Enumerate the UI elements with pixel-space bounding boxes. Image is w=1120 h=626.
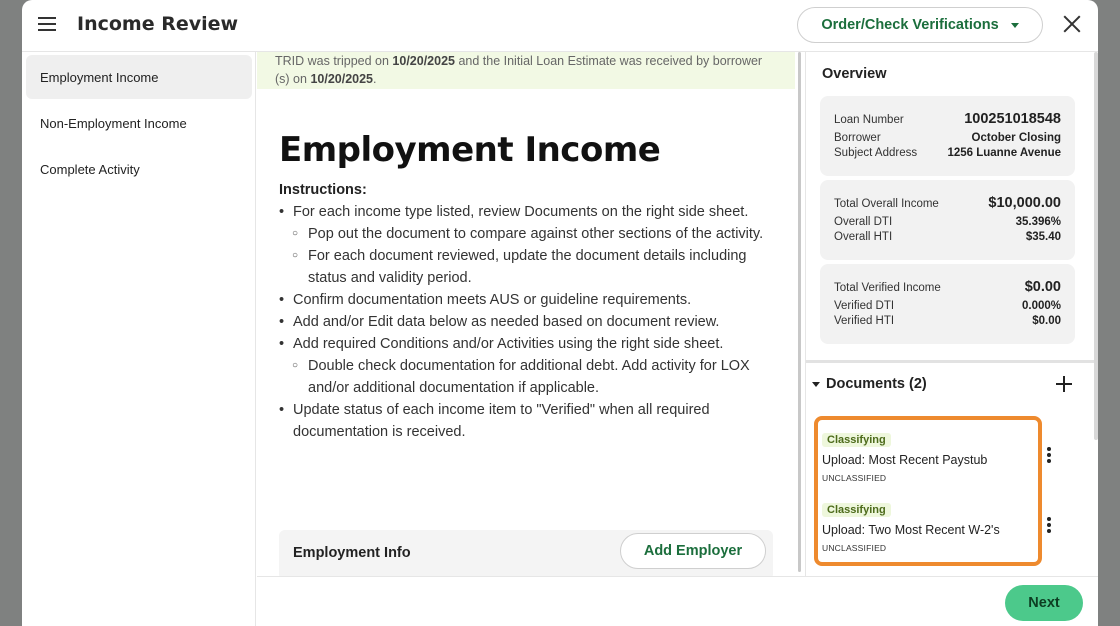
verified-hti-label: Verified HTI	[834, 315, 895, 327]
total-overall-income: $10,000.00	[988, 195, 1061, 211]
overall-dti-label: Overall DTI	[834, 216, 893, 228]
document-type: UNCLASSIFIED	[822, 473, 887, 483]
nav-item-complete-activity[interactable]: Complete Activity	[40, 161, 140, 177]
documents-toggle[interactable]	[812, 376, 927, 392]
nav-item-non-employment-income[interactable]: Non-Employment Income	[40, 115, 187, 131]
banner-text-3: .	[373, 72, 377, 86]
order-button-label: Order/Check Verifications	[821, 17, 999, 33]
instruction-item: • Confirm documentation meets AUS or guideline requirements.	[293, 289, 769, 311]
income-review-modal	[22, 0, 1098, 626]
total-verified-income: $0.00	[1024, 279, 1061, 295]
trid-banner	[257, 52, 795, 89]
banner-text-2: and the Initial Loan Estimate was received by borrower (s) on	[275, 54, 763, 86]
instruction-subitem: ○ For each document reviewed, update the document details including status and validity period.	[308, 245, 769, 289]
employment-info-label: Employment Info	[293, 545, 411, 561]
chevron-down-icon	[812, 382, 820, 387]
instruction-item: • For each income type listed, review Documents on the right side sheet. ○ Pop out the document to compare against other sections of the activity. ○ For each document reviewed, update the document details including status and validity period.	[293, 201, 769, 289]
banner-date-2: 10/20/2025	[310, 72, 373, 86]
order-check-verifications-button[interactable]	[797, 7, 1043, 43]
overall-income-card	[820, 180, 1075, 260]
left-nav	[22, 52, 256, 626]
overall-hti: $35.40	[1025, 231, 1061, 243]
instructions-header: Instructions:	[279, 182, 367, 198]
verified-dti: 0.000%	[1021, 300, 1061, 312]
document-name: Upload: Two Most Recent W-2's	[822, 523, 1000, 537]
section-title: Employment Income	[279, 130, 661, 170]
modal-footer	[257, 576, 1098, 626]
document-item[interactable]	[822, 430, 987, 483]
status-badge: Classifying	[822, 433, 891, 447]
overall-hti-label: Overall HTI	[834, 231, 893, 243]
verified-hti: $0.00	[1032, 315, 1061, 327]
main-scrollbar[interactable]	[798, 52, 801, 572]
document-item[interactable]	[822, 500, 1000, 553]
instruction-item: • Add and/or Edit data below as needed based on document review.	[293, 311, 769, 333]
total-overall-income-label: Total Overall Income	[834, 198, 939, 210]
modal-header	[22, 0, 1098, 52]
page-title: Income Review	[77, 13, 239, 35]
main-content	[257, 52, 797, 576]
instruction-subitem: ○ Pop out the document to compare against other sections of the activity.	[308, 223, 769, 245]
kebab-menu-icon[interactable]	[1047, 517, 1051, 533]
close-icon[interactable]	[1062, 14, 1082, 34]
banner-text: TRID was tripped on	[275, 54, 393, 68]
borrower-value: October Closing	[971, 132, 1061, 144]
right-side-sheet	[805, 52, 1098, 576]
add-employer-button[interactable]: Add Employer	[620, 533, 766, 569]
subject-address-label: Subject Address	[834, 147, 918, 159]
banner-date-1: 10/20/2025	[392, 54, 455, 68]
document-name: Upload: Most Recent Paystub	[822, 453, 988, 467]
documents-header: Documents (2)	[826, 376, 927, 392]
kebab-menu-icon[interactable]	[1047, 447, 1051, 463]
status-badge: Classifying	[822, 503, 891, 517]
total-verified-income-label: Total Verified Income	[834, 282, 941, 294]
right-scrollbar[interactable]	[1094, 52, 1098, 440]
section-divider	[806, 360, 1096, 363]
verified-dti-label: Verified DTI	[834, 300, 895, 312]
overall-dti: 35.396%	[1015, 216, 1061, 228]
subject-address-value: 1256 Luanne Avenue	[947, 147, 1061, 159]
loan-number-label: Loan Number	[834, 114, 904, 126]
document-type: UNCLASSIFIED	[822, 543, 887, 553]
instruction-item: • Add required Conditions and/or Activities using the right side sheet. ○ Double check documentation for additional debt. Add activity for LOX and/or additional documentation if applicable.	[293, 333, 769, 399]
instruction-subitem: ○ Double check documentation for additional debt. Add activity for LOX and/or additional documentation if applicable.	[308, 355, 769, 399]
chevron-down-icon	[1011, 23, 1019, 28]
hamburger-menu-icon[interactable]	[38, 17, 56, 31]
overview-title: Overview	[822, 66, 887, 82]
instructions	[279, 179, 769, 443]
borrower-label: Borrower	[834, 132, 881, 144]
loan-card	[820, 96, 1075, 176]
next-button[interactable]: Next	[1005, 585, 1083, 621]
verified-income-card	[820, 264, 1075, 344]
instruction-item: • Update status of each income item to "Verified" when all required documentation is received.	[293, 399, 769, 443]
employment-info-section	[279, 530, 773, 576]
loan-number: 100251018548	[964, 111, 1061, 127]
add-document-icon[interactable]	[1056, 376, 1072, 392]
nav-item-employment-income[interactable]: Employment Income	[26, 55, 252, 99]
